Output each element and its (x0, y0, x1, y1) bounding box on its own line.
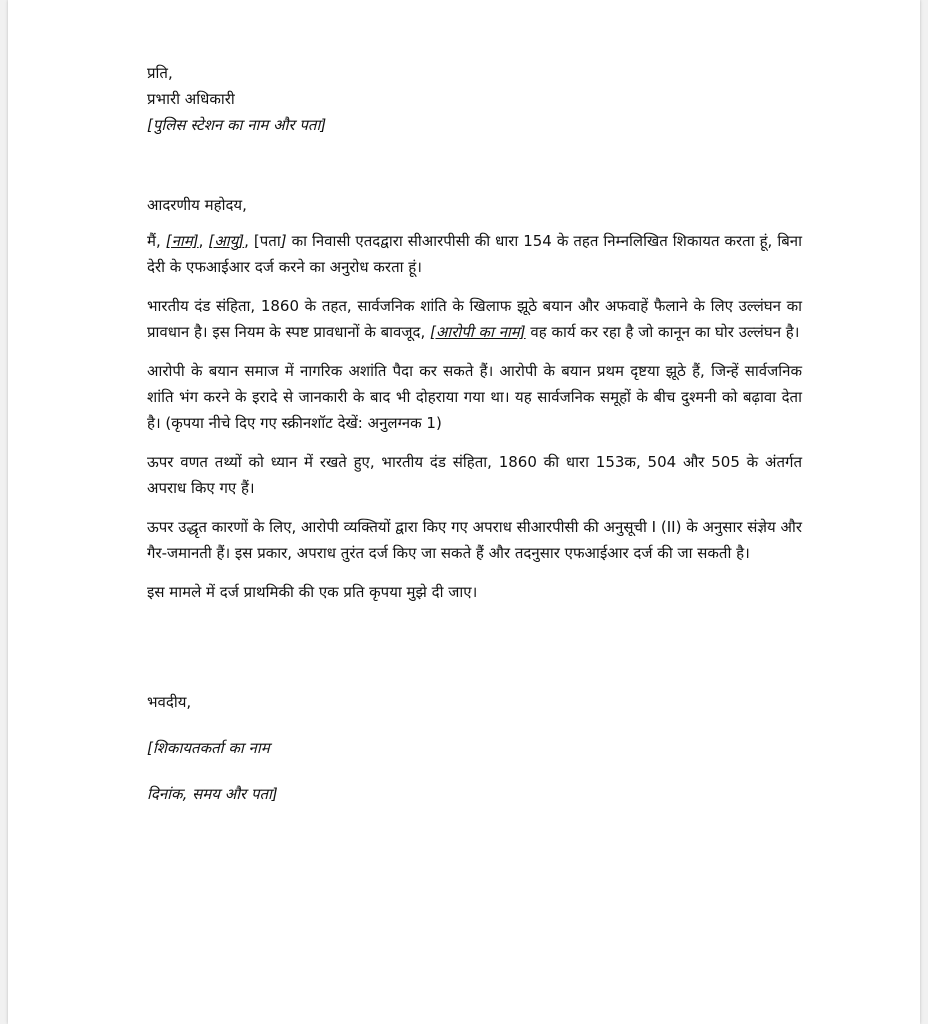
document-page (8, 0, 920, 1024)
paragraph-request: इस मामले में दर्ज प्राथमिकी की एक प्रति कृपया मुझे दी जाए। (147, 583, 478, 601)
placeholder-name: [नाम] (165, 232, 199, 250)
placeholder-accused: [आरोपी का नाम] (430, 323, 526, 341)
p1-rest: का निवासी एतदद्वारा सीआरपीसी की धारा 154 के तहत निम्नलिखित शिकायत करता हूं, बिना देरी के एफआईआर दर्ज करने का अनुरोध करता हूं। (147, 232, 802, 276)
salutation: आदरणीय महोदय, (147, 196, 247, 214)
paragraph-complaint (147, 228, 802, 280)
placeholder-address: , [पता (244, 232, 281, 250)
placeholder-age: [आयु] (208, 232, 245, 250)
paragraph-reasons: ऊपर उद्धृत कारणों के लिए, आरोपी व्यक्तियों द्वारा किए गए अपराध सीआरपीसी की अनुसूची I (II) के अनुसार संज्ञेय और गैर-जमानती हैं। इस प्रकार, अपराध तुरंत दर्ज किए जा सकते हैं और तदनुसार एफआईआर दर्ज की जा सकती है। (147, 518, 802, 562)
paragraph-statements: आरोपी के बयान समाज में नागरिक अशांति पैदा कर सकते हैं। आरोपी के बयान प्रथम दृष्टया झूठे हैं, जिन्हें सार्वजनिक शांति भंग करने के इरादे से जानकारी के बाद भी दोहराया गया था। यह सार्वजनिक समूहों के बीच दुश्मनी को बढ़ावा देता है। (कृपया नीचे दिए गए स्क्रीनशॉट देखें: अनुलग्नक 1) (147, 362, 802, 432)
complainant-name: [शिकायतकर्ता का नाम (147, 739, 270, 757)
p1-prefix: मैं, (147, 232, 166, 250)
paragraph-facts: ऊपर वणत तथ्यों को ध्यान में रखते हुए, भारतीय दंड संहिता, 1860 की धारा 153क, 504 और 505 के अंतर्गत अपराध किए गए हैं। (147, 453, 802, 497)
p2-text: भारतीय दंड संहिता, 1860 के तहत, सार्वजनिक शांति के खिलाफ झूठे बयान और अफवाहें फैलाने के लिए उल्लंघन का प्रावधान है। इस नियम के स्पष्ट प्रावधानों के बावजूद, (147, 297, 802, 341)
letter-body (147, 60, 802, 807)
recipient-station: [पुलिस स्टेशन का नाम और पता] (147, 116, 327, 134)
p1-bracket: ] (280, 232, 287, 250)
date-time-address: दिनांक, समय और पता] (147, 785, 278, 803)
recipient-to: प्रति, (147, 64, 173, 82)
recipient-officer: प्रभारी अधिकारी (147, 90, 235, 108)
paragraph-ipc-provision (147, 293, 802, 345)
valediction: भवदीय, (147, 693, 192, 711)
p2-rest: वह कार्य कर रहा है जो कानून का घोर उल्लंघन है। (525, 323, 800, 341)
p1-sep1: , (198, 232, 209, 250)
